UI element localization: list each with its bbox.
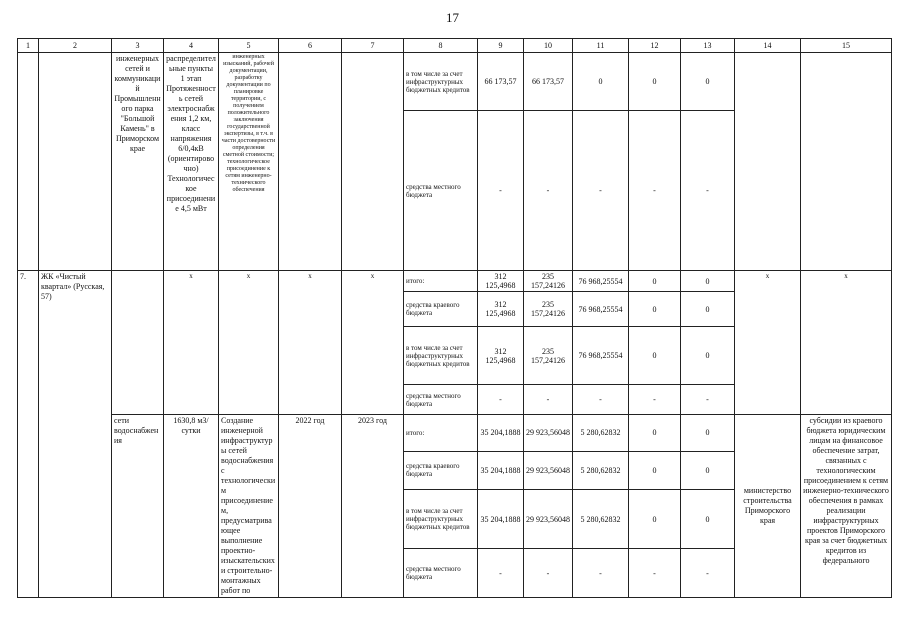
value-cell: х bbox=[164, 271, 219, 415]
value-cell: 0 bbox=[681, 451, 735, 490]
object-name: ЖК «Чистый квартал» (Русская, 57) bbox=[39, 271, 112, 598]
cell bbox=[112, 271, 164, 415]
funding-label: средства местного бюджета bbox=[404, 549, 478, 598]
col-header: 13 bbox=[681, 39, 735, 53]
value-cell: - bbox=[629, 111, 681, 271]
object-description: инженерных сетей и коммуникаций Промышленного парка "Большой Камень" в Приморском крае bbox=[112, 53, 164, 271]
table-row bbox=[18, 415, 892, 452]
value-cell: - bbox=[681, 385, 735, 415]
value-cell: 5 280,62832 bbox=[573, 415, 629, 452]
value-cell: - bbox=[524, 549, 573, 598]
funding-label: средства местного бюджета bbox=[404, 385, 478, 415]
value-cell: 5 280,62832 bbox=[573, 490, 629, 549]
value-cell: - bbox=[524, 111, 573, 271]
col-header: 3 bbox=[112, 39, 164, 53]
value-cell: х bbox=[801, 271, 892, 415]
object-description: сети водоснабжения bbox=[112, 415, 164, 598]
responsible-ministry: министерство строительства Приморского края bbox=[735, 415, 801, 598]
value-cell: - bbox=[573, 549, 629, 598]
value-cell: 312 125,4968 bbox=[478, 271, 524, 292]
value-cell: 29 923,56048 bbox=[524, 415, 573, 452]
col-header: 1 bbox=[18, 39, 39, 53]
cell bbox=[279, 53, 342, 271]
col-header: 6 bbox=[279, 39, 342, 53]
page-number: 17 bbox=[446, 10, 459, 25]
value-cell: 0 bbox=[629, 490, 681, 549]
value-cell: 0 bbox=[629, 327, 681, 385]
funding-label: средства местного бюджета bbox=[404, 111, 478, 271]
value-cell: 76 968,25554 bbox=[573, 292, 629, 327]
start-year: 2022 год bbox=[279, 415, 342, 598]
value-cell: - bbox=[681, 549, 735, 598]
header-row bbox=[18, 39, 892, 53]
col-header: 8 bbox=[404, 39, 478, 53]
value-cell: - bbox=[478, 111, 524, 271]
value-cell: - bbox=[478, 385, 524, 415]
value-cell: 66 173,57 bbox=[478, 53, 524, 111]
col-header: 4 bbox=[164, 39, 219, 53]
value-cell: 0 bbox=[681, 327, 735, 385]
value-cell: х bbox=[342, 271, 404, 415]
value-cell: 66 173,57 bbox=[524, 53, 573, 111]
funding-label: в том числе за счет инфраструктурных бюджетных кредитов bbox=[404, 327, 478, 385]
value-cell: 0 bbox=[681, 415, 735, 452]
funding-label: итого: bbox=[404, 271, 478, 292]
col-header: 10 bbox=[524, 39, 573, 53]
col-header: 15 bbox=[801, 39, 892, 53]
end-year: 2023 год bbox=[342, 415, 404, 598]
value-cell: 0 bbox=[629, 415, 681, 452]
value-cell: 235 157,24126 bbox=[524, 271, 573, 292]
value-cell: - bbox=[629, 549, 681, 598]
value-cell: - bbox=[524, 385, 573, 415]
value-cell: 0 bbox=[629, 292, 681, 327]
col-header: 7 bbox=[342, 39, 404, 53]
funding-label: итого: bbox=[404, 415, 478, 452]
value-cell: 5 280,62832 bbox=[573, 451, 629, 490]
cell bbox=[801, 53, 892, 271]
budget-table bbox=[17, 38, 892, 598]
value-cell: 235 157,24126 bbox=[524, 292, 573, 327]
cell bbox=[39, 53, 112, 271]
value-cell: 76 968,25554 bbox=[573, 327, 629, 385]
value-cell: - bbox=[629, 385, 681, 415]
col-header: 11 bbox=[573, 39, 629, 53]
value-cell: - bbox=[573, 385, 629, 415]
value-cell: 35 204,1888 bbox=[478, 490, 524, 549]
value-cell: 235 157,24126 bbox=[524, 327, 573, 385]
value-cell: 29 923,56048 bbox=[524, 451, 573, 490]
value-cell: - bbox=[478, 549, 524, 598]
work-description: Создание инженерной инфраструктуры сетей водоснабжения с технологическим присоединением, предусматривающее выполнение проектно-изыскательских и строительно-монтажных работ по bbox=[219, 415, 279, 598]
col-header: 5 bbox=[219, 39, 279, 53]
value-cell: х bbox=[735, 271, 801, 415]
value-cell: 0 bbox=[681, 271, 735, 292]
row-number: 7. bbox=[18, 271, 39, 598]
cell bbox=[735, 53, 801, 271]
funding-purpose: субсидии из краевого бюджета юридическим лицам на финансовое обеспечение затрат, связанных с технологическим присоединением к сетям инженерно-технического обеспечения в рамках реализации инфраструктурных проектов Приморского края за счет бюджетных кредитов из федерального bbox=[801, 415, 892, 598]
cell bbox=[18, 53, 39, 271]
value-cell: 0 bbox=[629, 53, 681, 111]
table-row bbox=[18, 271, 892, 292]
value-cell: 0 bbox=[681, 292, 735, 327]
value-cell: 76 968,25554 bbox=[573, 271, 629, 292]
value-cell: 0 bbox=[573, 53, 629, 111]
value-cell: 35 204,1888 bbox=[478, 415, 524, 452]
funding-label: в том числе за счет инфраструктурных бюджетных кредитов bbox=[404, 490, 478, 549]
cell bbox=[342, 53, 404, 271]
work-description: инженерных изысканий, рабочей документации, разработку документации по планировке территории, с получением положительного заключения государственной экспертизы, в т.ч. в части достоверности определения сметной стоимости; технологическое присоединение к сетям инженерно-технического обеспечения bbox=[219, 53, 279, 271]
value-cell: х bbox=[279, 271, 342, 415]
funding-label: в том числе за счет инфраструктурных бюджетных кредитов bbox=[404, 53, 478, 111]
col-header: 9 bbox=[478, 39, 524, 53]
value-cell: - bbox=[573, 111, 629, 271]
col-header: 14 bbox=[735, 39, 801, 53]
object-capacity: распределительные пункты 1 этап Протяженность сетей электроснабжения 1,2 км, класс напряжения 6/0,4кВ (ориентировочно) Технологическое присоединение 4,5 мВт bbox=[164, 53, 219, 271]
value-cell: 0 bbox=[629, 271, 681, 292]
table-row bbox=[18, 53, 892, 111]
value-cell: 0 bbox=[629, 451, 681, 490]
value-cell: - bbox=[681, 111, 735, 271]
value-cell: 312 125,4968 bbox=[478, 292, 524, 327]
funding-label: средства краевого бюджета bbox=[404, 292, 478, 327]
funding-label: средства краевого бюджета bbox=[404, 451, 478, 490]
object-capacity: 1630,8 м3/сутки bbox=[164, 415, 219, 598]
value-cell: х bbox=[219, 271, 279, 415]
col-header: 2 bbox=[39, 39, 112, 53]
value-cell: 0 bbox=[681, 490, 735, 549]
value-cell: 29 923,56048 bbox=[524, 490, 573, 549]
col-header: 12 bbox=[629, 39, 681, 53]
value-cell: 35 204,1888 bbox=[478, 451, 524, 490]
value-cell: 0 bbox=[681, 53, 735, 111]
value-cell: 312 125,4968 bbox=[478, 327, 524, 385]
